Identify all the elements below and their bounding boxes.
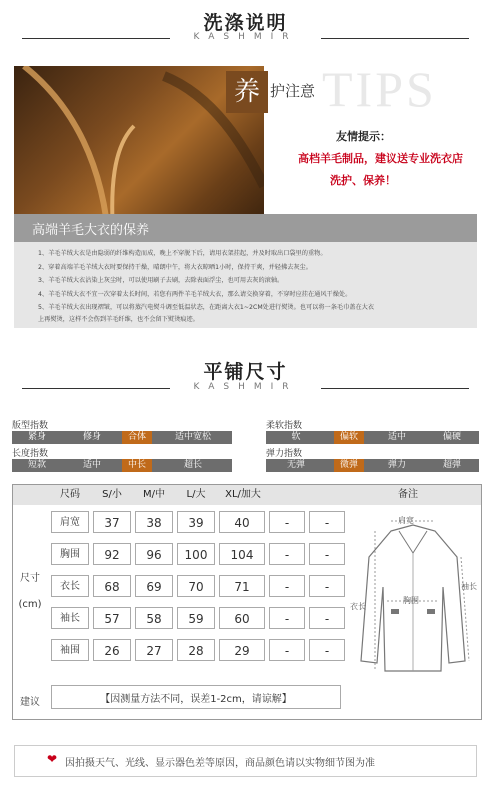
size-value-cell: 92 <box>93 543 131 565</box>
softness-option: 偏硬 <box>442 432 461 442</box>
row-name-cell: 胸围 <box>51 543 89 565</box>
row-name-cell: 袖围 <box>51 639 89 661</box>
size-value-cell: 39 <box>177 511 215 533</box>
length-option: 适中 <box>82 460 101 470</box>
care-title: 洗涤说明 <box>203 12 288 34</box>
elasticity-index-label: 弹力指数 <box>266 449 303 459</box>
friendly-tip-title: 友情提示： <box>336 130 391 143</box>
length-index-row <box>12 459 232 472</box>
size-value-cell: 68 <box>93 575 131 597</box>
size-value-cell: 37 <box>93 511 131 533</box>
heart-icon: ❤ <box>47 752 58 766</box>
header-remark: 备注 <box>398 489 418 500</box>
header-size: 尺码 <box>60 489 80 500</box>
size-title: 平铺尺寸 <box>203 361 288 383</box>
diagram-sleeve-label: 袖长 <box>461 582 477 591</box>
row-name-cell: 肩宽 <box>51 511 89 533</box>
care-note: 2、穿着高端羊毛羊绒大衣时要保持干燥，晴朗中午，将大衣晾晒1小时，保持干爽，并轻拂去灰尘。 <box>38 264 312 271</box>
fit-option: 紧身 <box>27 432 46 442</box>
header-xl: XL/加大 <box>225 489 261 500</box>
size-value-cell: 71 <box>219 575 265 597</box>
softness-option: 软 <box>291 432 301 442</box>
row-name-cell: 袖长 <box>51 607 89 629</box>
size-value-cell: - <box>309 639 345 661</box>
header-m: M/中 <box>143 489 165 500</box>
care-note: 3、羊毛羊绒大衣沾染上灰尘时，可以使用刷子去刷，去除表面浮尘，也可用去灰的滚轴。 <box>38 277 284 284</box>
size-value-cell: 57 <box>93 607 131 629</box>
elasticity-option: 弹力 <box>387 460 406 470</box>
size-subtitle: KASHMIR <box>193 382 298 392</box>
care-note: 上再熨烫，这样不会伤到羊毛纤维，也不会留下熨烫痕迹。 <box>38 316 199 323</box>
size-value-cell: 38 <box>135 511 173 533</box>
header-s: S/小 <box>102 489 122 500</box>
size-value-cell: - <box>269 511 305 533</box>
size-value-cell: 27 <box>135 639 173 661</box>
care-title-line-right <box>321 38 469 39</box>
size-value-cell: 70 <box>177 575 215 597</box>
friendly-tip-line-1: 高档羊毛制品，建议送专业洗衣店 <box>298 152 463 165</box>
elasticity-index-row <box>266 459 479 472</box>
size-value-cell: 100 <box>177 543 215 565</box>
diagram-chest-label: 胸围 <box>403 596 419 605</box>
size-value-cell: - <box>269 639 305 661</box>
fit-option: 适中宽松 <box>174 432 211 442</box>
diagram-shoulder-label: 肩宽 <box>398 516 414 525</box>
care-subtitle: KASHMIR <box>193 32 298 42</box>
size-value-cell: 58 <box>135 607 173 629</box>
color-disclaimer-text: 因拍摄天气、光线、显示器色差等原因，商品颜色请以实物细节图为准 <box>65 758 375 769</box>
size-value-cell: 40 <box>219 511 265 533</box>
softness-index-row <box>266 431 479 444</box>
fit-option-selected: 合体 <box>122 431 152 444</box>
header-l: L/大 <box>186 489 206 500</box>
care-bar-title: 高端羊毛大衣的保养 <box>32 223 150 238</box>
suggest-label: 建议 <box>20 697 40 708</box>
fit-index-row <box>12 431 232 444</box>
softness-option: 适中 <box>387 432 406 442</box>
friendly-tip-line-2: 洗护、保养！ <box>330 174 396 187</box>
size-value-cell: 104 <box>219 543 265 565</box>
row-name-cell: 衣长 <box>51 575 89 597</box>
care-tips-char: 养 <box>226 71 268 113</box>
diagram-length-label: 衣长 <box>350 602 366 611</box>
size-value-cell: 96 <box>135 543 173 565</box>
size-value-cell: - <box>309 575 345 597</box>
size-value-cell: - <box>309 511 345 533</box>
size-value-cell: 69 <box>135 575 173 597</box>
row-group-label: 尺寸 <box>20 573 40 584</box>
size-value-cell: - <box>269 607 305 629</box>
size-value-cell: - <box>309 607 345 629</box>
elasticity-option: 超弹 <box>442 460 461 470</box>
fit-index-label: 版型指数 <box>12 421 49 431</box>
size-title-line-right <box>321 388 469 389</box>
color-disclaimer-banner <box>14 745 477 777</box>
size-table <box>12 484 482 720</box>
elasticity-option-selected: 微弹 <box>334 459 364 472</box>
size-value-cell: 28 <box>177 639 215 661</box>
length-option: 超长 <box>183 460 202 470</box>
care-notes <box>14 242 477 328</box>
size-value-cell: - <box>269 543 305 565</box>
tips-watermark: TIPS <box>322 61 437 117</box>
length-option: 短款 <box>27 460 46 470</box>
size-value-cell: 59 <box>177 607 215 629</box>
care-note: 1、羊毛羊绒大衣是由隐弱的纤维构造而成，晚上不穿脱下后，请用衣架挂起，并及时取出口袋里的重物。 <box>38 250 327 257</box>
length-index-label: 长度指数 <box>12 449 49 459</box>
care-bar <box>14 214 477 242</box>
size-value-cell: - <box>309 543 345 565</box>
length-option-selected: 中长 <box>122 459 152 472</box>
softness-option-selected: 偏软 <box>334 431 364 444</box>
care-note: 4、羊毛羊绒大衣不宜一次穿着太长时间，若您有两件羊毛羊绒大衣，那么请交换穿着，不穿时应挂在通风干燥处。 <box>38 291 352 298</box>
fit-option: 修身 <box>82 432 101 442</box>
size-value-cell: 29 <box>219 639 265 661</box>
suggest-text: 【因测量方法不同，误差1-2cm，请谅解】 <box>100 694 292 705</box>
softness-index-label: 柔软指数 <box>266 421 303 431</box>
size-value-cell: 26 <box>93 639 131 661</box>
care-note: 5、羊毛羊绒大衣出现褶皱，可以将蒸汽电熨斗调至低温状态，在距离大衣1~2CM处进行熨烫。也可以将一条毛巾盖在大衣 <box>38 304 375 311</box>
size-value-cell: - <box>269 575 305 597</box>
size-value-cell: 60 <box>219 607 265 629</box>
row-group-unit: (cm) <box>18 599 42 610</box>
care-tips-text: 护注意 <box>270 82 316 100</box>
elasticity-option: 无弹 <box>286 460 305 470</box>
